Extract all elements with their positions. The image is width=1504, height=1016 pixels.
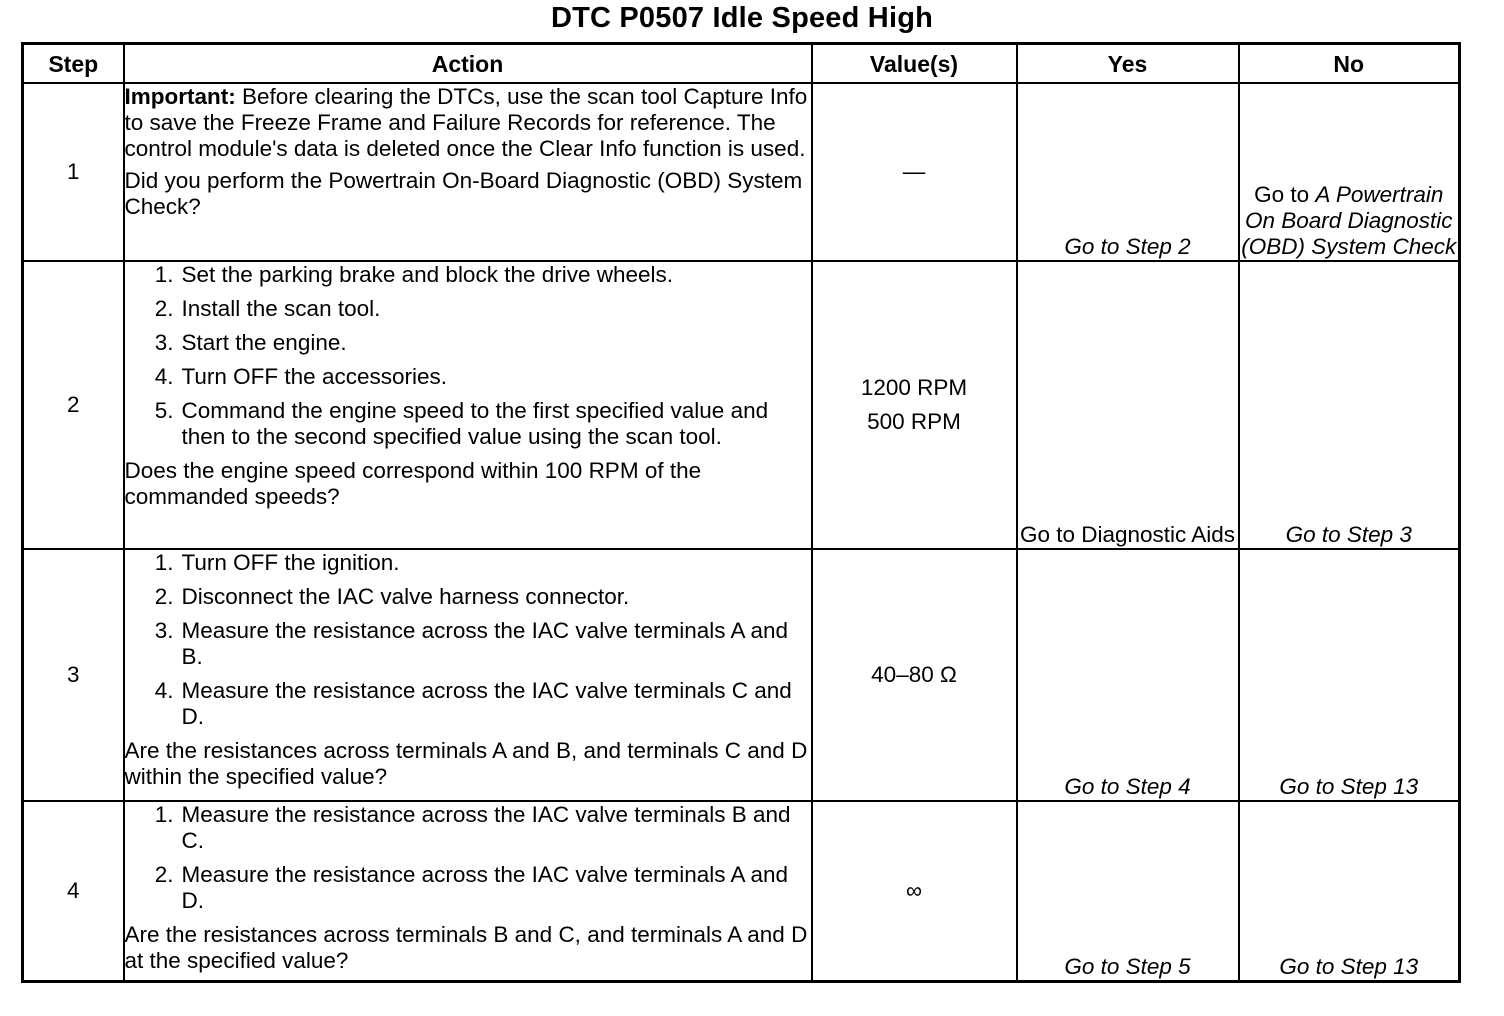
item-number: 4. (154, 364, 174, 389)
item-number: 4. (154, 678, 174, 703)
list-item (125, 618, 811, 670)
list-item (125, 550, 811, 576)
no-link[interactable] (1239, 83, 1460, 261)
header-yes: Yes (1017, 44, 1239, 84)
no-italic-target: A Powertrain On Board Diagnostic (OBD) System Check (1241, 182, 1457, 259)
item-text: Command the engine speed to the first specified value and then to the second specified value using the scan tool. (181, 398, 769, 449)
item-text: Turn OFF the accessories. (181, 364, 447, 389)
item-text: Measure the resistance across the IAC valve terminals C and D. (181, 678, 792, 729)
item-number: 1. (154, 802, 174, 827)
list-item (125, 678, 811, 730)
item-text: Measure the resistance across the IAC valve terminals A and D. (181, 862, 789, 913)
important-text: Before clearing the DTCs, use the scan tool Capture Info to save the Freeze Frame and Failure Records for reference. The control module's data is deleted once the Clear Info function is used. (124, 84, 808, 161)
important-label: Important: (124, 84, 236, 109)
step-number: 2 (23, 261, 124, 549)
value-cell: 40–80 Ω (812, 549, 1017, 801)
step-number: 3 (23, 549, 124, 801)
step-number: 4 (23, 801, 124, 981)
list-item (125, 398, 811, 450)
diagnostic-table (21, 42, 1461, 983)
header-no: No (1239, 44, 1460, 84)
item-text: Set the parking brake and block the drive wheels. (181, 262, 674, 287)
list-item (125, 584, 811, 610)
header-values: Value(s) (812, 44, 1017, 84)
value-line: 1200 RPM (860, 375, 968, 400)
item-text: Install the scan tool. (181, 296, 381, 321)
important-note (125, 84, 811, 162)
instruction-list (125, 262, 811, 450)
question-text: Did you perform the Powertrain On-Board Diagnostic (OBD) System Check? (124, 168, 803, 219)
item-number: 1. (154, 262, 174, 287)
item-text: Start the engine. (181, 330, 347, 355)
list-item (125, 262, 811, 288)
item-number: 2. (154, 584, 174, 609)
item-number: 3. (154, 618, 174, 643)
item-number: 3. (154, 330, 174, 355)
list-item (125, 802, 811, 854)
list-item (125, 330, 811, 356)
step-number: 1 (23, 83, 124, 261)
table-row (23, 801, 1460, 981)
instruction-list (125, 550, 811, 730)
header-action: Action (124, 44, 812, 84)
question-text: Are the resistances across terminals A and B, and terminals C and D within the specified value? (124, 738, 808, 789)
list-item (125, 296, 811, 322)
item-text: Disconnect the IAC valve harness connector. (181, 584, 630, 609)
action-cell (124, 83, 812, 261)
instruction-list (125, 802, 811, 914)
value-cell: — (812, 83, 1017, 261)
list-item (125, 862, 811, 914)
item-number: 1. (154, 550, 174, 575)
item-text: Turn OFF the ignition. (181, 550, 400, 575)
action-cell (124, 549, 812, 801)
value-line: 500 RPM (867, 409, 961, 434)
yes-link[interactable]: Go to Step 5 (1017, 801, 1239, 981)
no-link[interactable]: Go to Step 13 (1239, 549, 1460, 801)
value-cell (812, 261, 1017, 549)
value-cell: ∞ (812, 801, 1017, 981)
question-text: Are the resistances across terminals B and C, and terminals A and D at the specified value? (124, 922, 808, 973)
table-header-row (23, 44, 1460, 84)
table-row (23, 261, 1460, 549)
no-link[interactable]: Go to Step 13 (1239, 801, 1460, 981)
table-row (23, 549, 1460, 801)
item-number: 2. (154, 296, 174, 321)
yes-link[interactable]: Go to Step 4 (1017, 549, 1239, 801)
no-prefix: Go to (1254, 182, 1316, 207)
page-title: DTC P0507 Idle Speed High (550, 2, 934, 34)
header-step: Step (23, 44, 124, 84)
action-cell (124, 261, 812, 549)
action-cell (124, 801, 812, 981)
yes-link[interactable]: Go to Step 2 (1017, 83, 1239, 261)
list-item (125, 364, 811, 390)
yes-link[interactable]: Go to Diagnostic Aids (1017, 261, 1239, 549)
item-text: Measure the resistance across the IAC valve terminals B and C. (181, 802, 791, 853)
item-text: Measure the resistance across the IAC valve terminals A and B. (181, 618, 789, 669)
no-link[interactable]: Go to Step 3 (1239, 261, 1460, 549)
question-text: Does the engine speed correspond within 100 RPM of the commanded speeds? (124, 458, 702, 509)
item-number: 2. (154, 862, 174, 887)
item-number: 5. (154, 398, 174, 423)
table-row (23, 83, 1460, 261)
